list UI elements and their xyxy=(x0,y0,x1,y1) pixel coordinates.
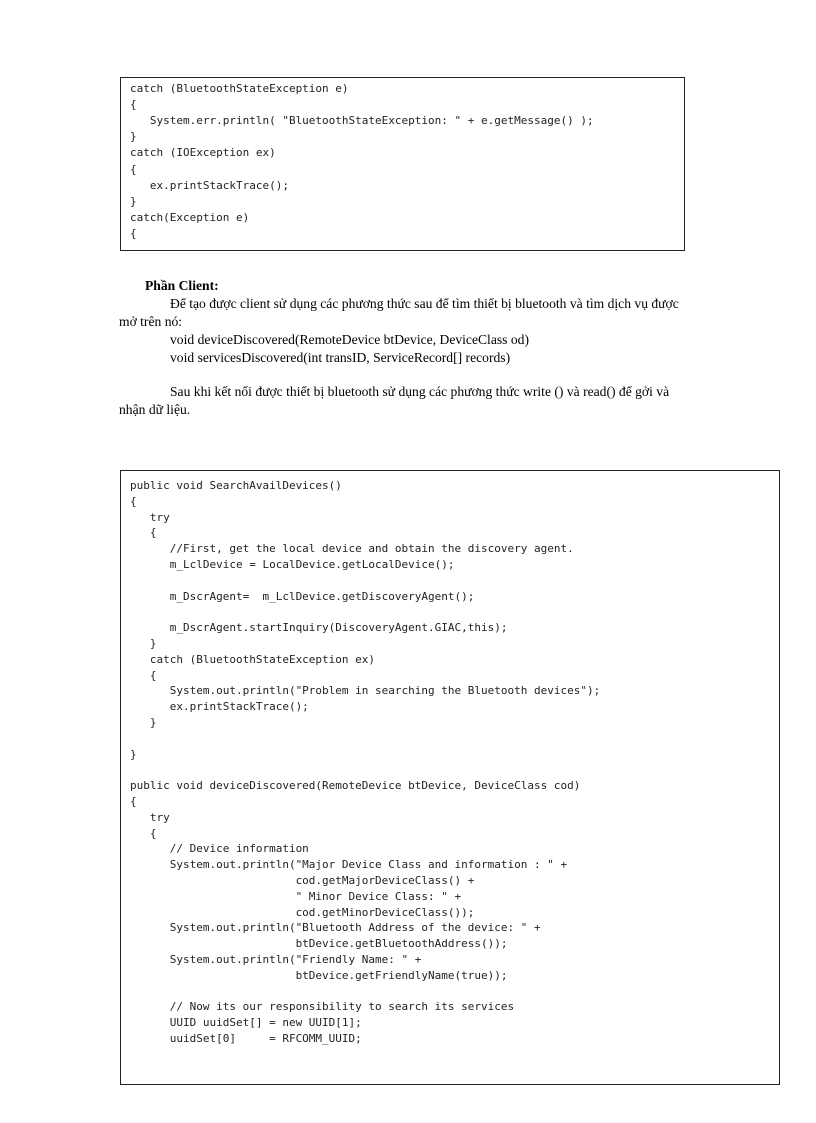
code-line: m_LclDevice = LocalDevice.getLocalDevice(); xyxy=(130,558,455,571)
code-line: } xyxy=(130,194,137,208)
code-line: ex.printStackTrace(); xyxy=(130,178,289,192)
method-signature-2: void servicesDiscovered(int transID, ServiceRecord[] records) xyxy=(170,350,511,365)
code-line: try xyxy=(130,510,170,524)
code-line: { xyxy=(130,826,157,840)
method-signature-1: void deviceDiscovered(RemoteDevice btDevice, DeviceClass od) xyxy=(170,332,529,347)
code-line: } xyxy=(130,637,157,650)
code-line: m_DscrAgent= m_LclDevice.getDiscoveryAgent(); xyxy=(130,589,475,603)
code-line: System.out.println("Problem in searching the Bluetooth devices"); xyxy=(130,684,601,698)
code-line: m_DscrAgent.startInquiry(DiscoveryAgent.GIAC,this); xyxy=(130,621,508,635)
after-line-1: Sau khi kết nối được thiết bị bluetooth sử dụng các phương thức write () và read() để gởi và xyxy=(170,384,670,399)
after-line-2: nhận dữ liệu. xyxy=(119,402,191,417)
code-line: catch (IOException ex) xyxy=(130,146,276,160)
code-line: public void SearchAvailDevices() xyxy=(130,479,342,492)
code-line: } xyxy=(130,716,157,729)
code-line: try xyxy=(130,810,170,824)
intro-line-1: Để tạo được client sử dụng các phương thức sau để tìm thiết bị bluetooth và tìm dịch vụ được xyxy=(170,296,679,311)
code-line: // Now its our responsibility to search its services xyxy=(130,1000,515,1014)
code-line: System.out.println("Friendly Name: " + xyxy=(130,953,422,966)
code-line: uuidSet[0] = RFCOMM_UUID; xyxy=(130,1032,362,1045)
code-line: cod.getMinorDeviceClass()); xyxy=(130,905,475,919)
code-line: { xyxy=(130,98,137,112)
code-line: { xyxy=(130,494,137,508)
code-line: public void deviceDiscovered(RemoteDevice btDevice, DeviceClass cod) xyxy=(130,779,581,793)
code-line: ex.printStackTrace(); xyxy=(130,700,309,714)
code-line: { xyxy=(130,795,137,808)
code-line: catch (BluetoothStateException e) xyxy=(130,82,349,95)
code-line: // Device information xyxy=(130,842,309,856)
code-line: btDevice.getFriendlyName(true)); xyxy=(130,968,508,982)
code-line: System.out.println("Bluetooth Address of the device: " + xyxy=(130,921,541,935)
code-line: } xyxy=(130,747,137,761)
code-block-2 xyxy=(120,470,780,1085)
section-heading: Phần Client: xyxy=(145,278,219,293)
code-line: { xyxy=(130,526,157,540)
code-line: } xyxy=(130,130,137,144)
code-line: //First, get the local device and obtain the discovery agent. xyxy=(130,542,574,556)
code-line: btDevice.getBluetoothAddress()); xyxy=(130,937,508,951)
code-line: " Minor Device Class: " + xyxy=(130,889,462,903)
code-line: System.err.println( "BluetoothStateException: " + e.getMessage() ); xyxy=(130,114,594,128)
code-line: System.out.println("Major Device Class and information : " + xyxy=(130,858,568,872)
code-line: { xyxy=(130,668,157,682)
code-block-1 xyxy=(120,77,685,251)
code-line: { xyxy=(130,162,137,176)
code-line: { xyxy=(130,226,137,240)
code-line: cod.getMajorDeviceClass() + xyxy=(130,874,475,887)
intro-line-2: mở trên nó: xyxy=(119,314,183,329)
code-line: catch (BluetoothStateException ex) xyxy=(130,652,376,666)
code-line: UUID uuidSet[] = new UUID[1]; xyxy=(130,1016,362,1030)
code-line: catch(Exception e) xyxy=(130,210,250,224)
